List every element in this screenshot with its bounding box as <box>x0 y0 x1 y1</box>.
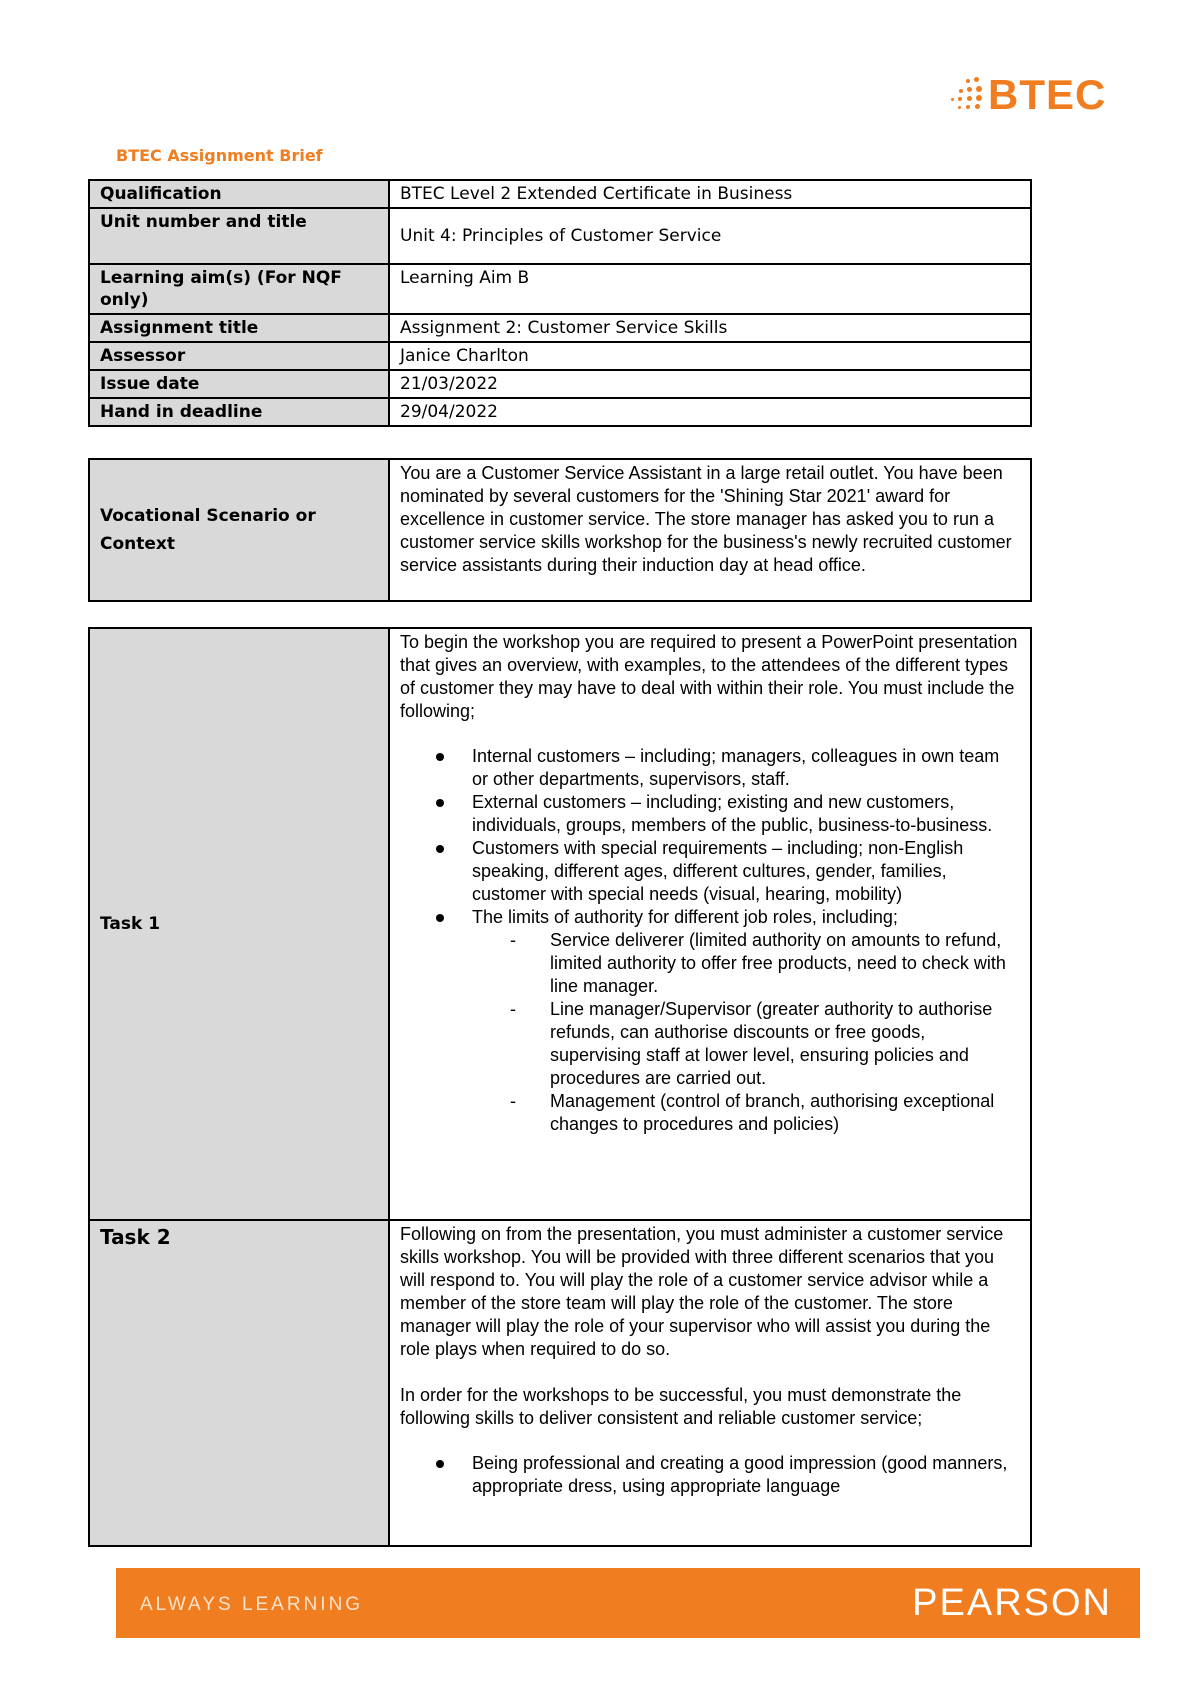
task2-content <box>389 1220 1031 1546</box>
task2-para1: Following on from the presentation, you must administer a customer service skills workshop. You will be provided with three different scenarios that you will respond to. You will play the role of a customer service advisor while a member of the store team will play the role of the customer. The store manager will play the role of your supervisor who will assist you during the role plays when required to do so. <box>400 1224 1004 1359</box>
issue-date-value: 21/03/2022 <box>389 370 1031 398</box>
unit-label: Unit number and title <box>89 208 389 264</box>
task2-label: Task 2 <box>89 1220 389 1546</box>
task1-intro: To begin the workshop you are required to present a PowerPoint presentation that gives an overview, with examples, to the attendees of the different types of customer they may have to deal with within their role. You must include the following; <box>400 632 1018 721</box>
table-row <box>89 180 1031 208</box>
table-row <box>89 208 1031 264</box>
learning-aim-label: Learning aim(s) (For NQF only) <box>89 264 389 314</box>
table-row <box>89 1220 1031 1546</box>
deadline-value: 29/04/2022 <box>389 398 1031 426</box>
btec-dots-icon <box>948 75 984 115</box>
brief-title: BTEC Assignment Brief <box>116 146 323 165</box>
list-item: External customers – including; existing and new customers, individuals, groups, members of the public, business-to-business. <box>472 791 1020 837</box>
scenario-text: You are a Customer Service Assistant in a large retail outlet. You have been nominated by several customers for the 'Shining Star 2021' award for excellence in customer service. The store manager has asked you to run a customer service skills workshop for the business's newly recruited customer service assistants during their induction day at head office. <box>389 459 1031 601</box>
table-row <box>89 628 1031 1220</box>
table-row <box>89 342 1031 370</box>
issue-date-label: Issue date <box>89 370 389 398</box>
task1-bullet-list <box>400 745 1020 1136</box>
list-item: - Line manager/Supervisor (greater authority to authorise refunds, can authorise discounts or free goods, supervising staff at lower level, ensuring policies and procedures are carried out. <box>550 998 1020 1090</box>
qualification-value: BTEC Level 2 Extended Certificate in Business <box>389 180 1031 208</box>
task2-para2: In order for the workshops to be successful, you must demonstrate the following skills to deliver consistent and reliable customer service; <box>400 1385 962 1428</box>
task2-bullet-list <box>400 1452 1020 1498</box>
scenario-label: Vocational Scenario or Context <box>89 459 389 601</box>
btec-wordmark: BTEC <box>988 71 1107 118</box>
list-item: Internal customers – including; managers, colleagues in own team or other departments, supervisors, staff. <box>472 745 1020 791</box>
list-item: - Management (control of branch, authorising exceptional changes to procedures and policies) <box>550 1090 1020 1136</box>
table-row <box>89 459 1031 601</box>
unit-value: Unit 4: Principles of Customer Service <box>389 208 1031 264</box>
table-row <box>89 314 1031 342</box>
tasks-table <box>88 627 1032 1547</box>
assignment-title-label: Assignment title <box>89 314 389 342</box>
list-item: Being professional and creating a good impression (good manners, appropriate dress, using appropriate language <box>472 1452 1020 1498</box>
scenario-table <box>88 458 1032 602</box>
authority-sub-list <box>472 929 1020 1136</box>
qualification-label: Qualification <box>89 180 389 208</box>
table-row <box>89 264 1031 314</box>
deadline-label: Hand in deadline <box>89 398 389 426</box>
assessor-value: Janice Charlton <box>389 342 1031 370</box>
table-row <box>89 370 1031 398</box>
table-row <box>89 398 1031 426</box>
task1-label: Task 1 <box>89 628 389 1220</box>
pearson-footer <box>116 1568 1140 1638</box>
pearson-logo: PEARSON <box>912 1582 1112 1624</box>
details-table <box>88 179 1032 427</box>
assignment-title-value: Assignment 2: Customer Service Skills <box>389 314 1031 342</box>
assessor-label: Assessor <box>89 342 389 370</box>
list-item: - Service deliverer (limited authority on amounts to refund, limited authority to offer free products, need to check with line manager. <box>550 929 1020 998</box>
list-item: Customers with special requirements – including; non-English speaking, different ages, different cultures, gender, families, customer with special needs (visual, hearing, mobility) <box>472 837 1020 906</box>
footer-tagline: ALWAYS LEARNING <box>140 1594 364 1615</box>
list-item <box>472 906 1020 1136</box>
learning-aim-value: Learning Aim B <box>389 264 1031 314</box>
btec-logo <box>948 70 1106 120</box>
authority-heading: The limits of authority for different job roles, including; <box>472 907 898 927</box>
task1-content <box>389 628 1031 1220</box>
